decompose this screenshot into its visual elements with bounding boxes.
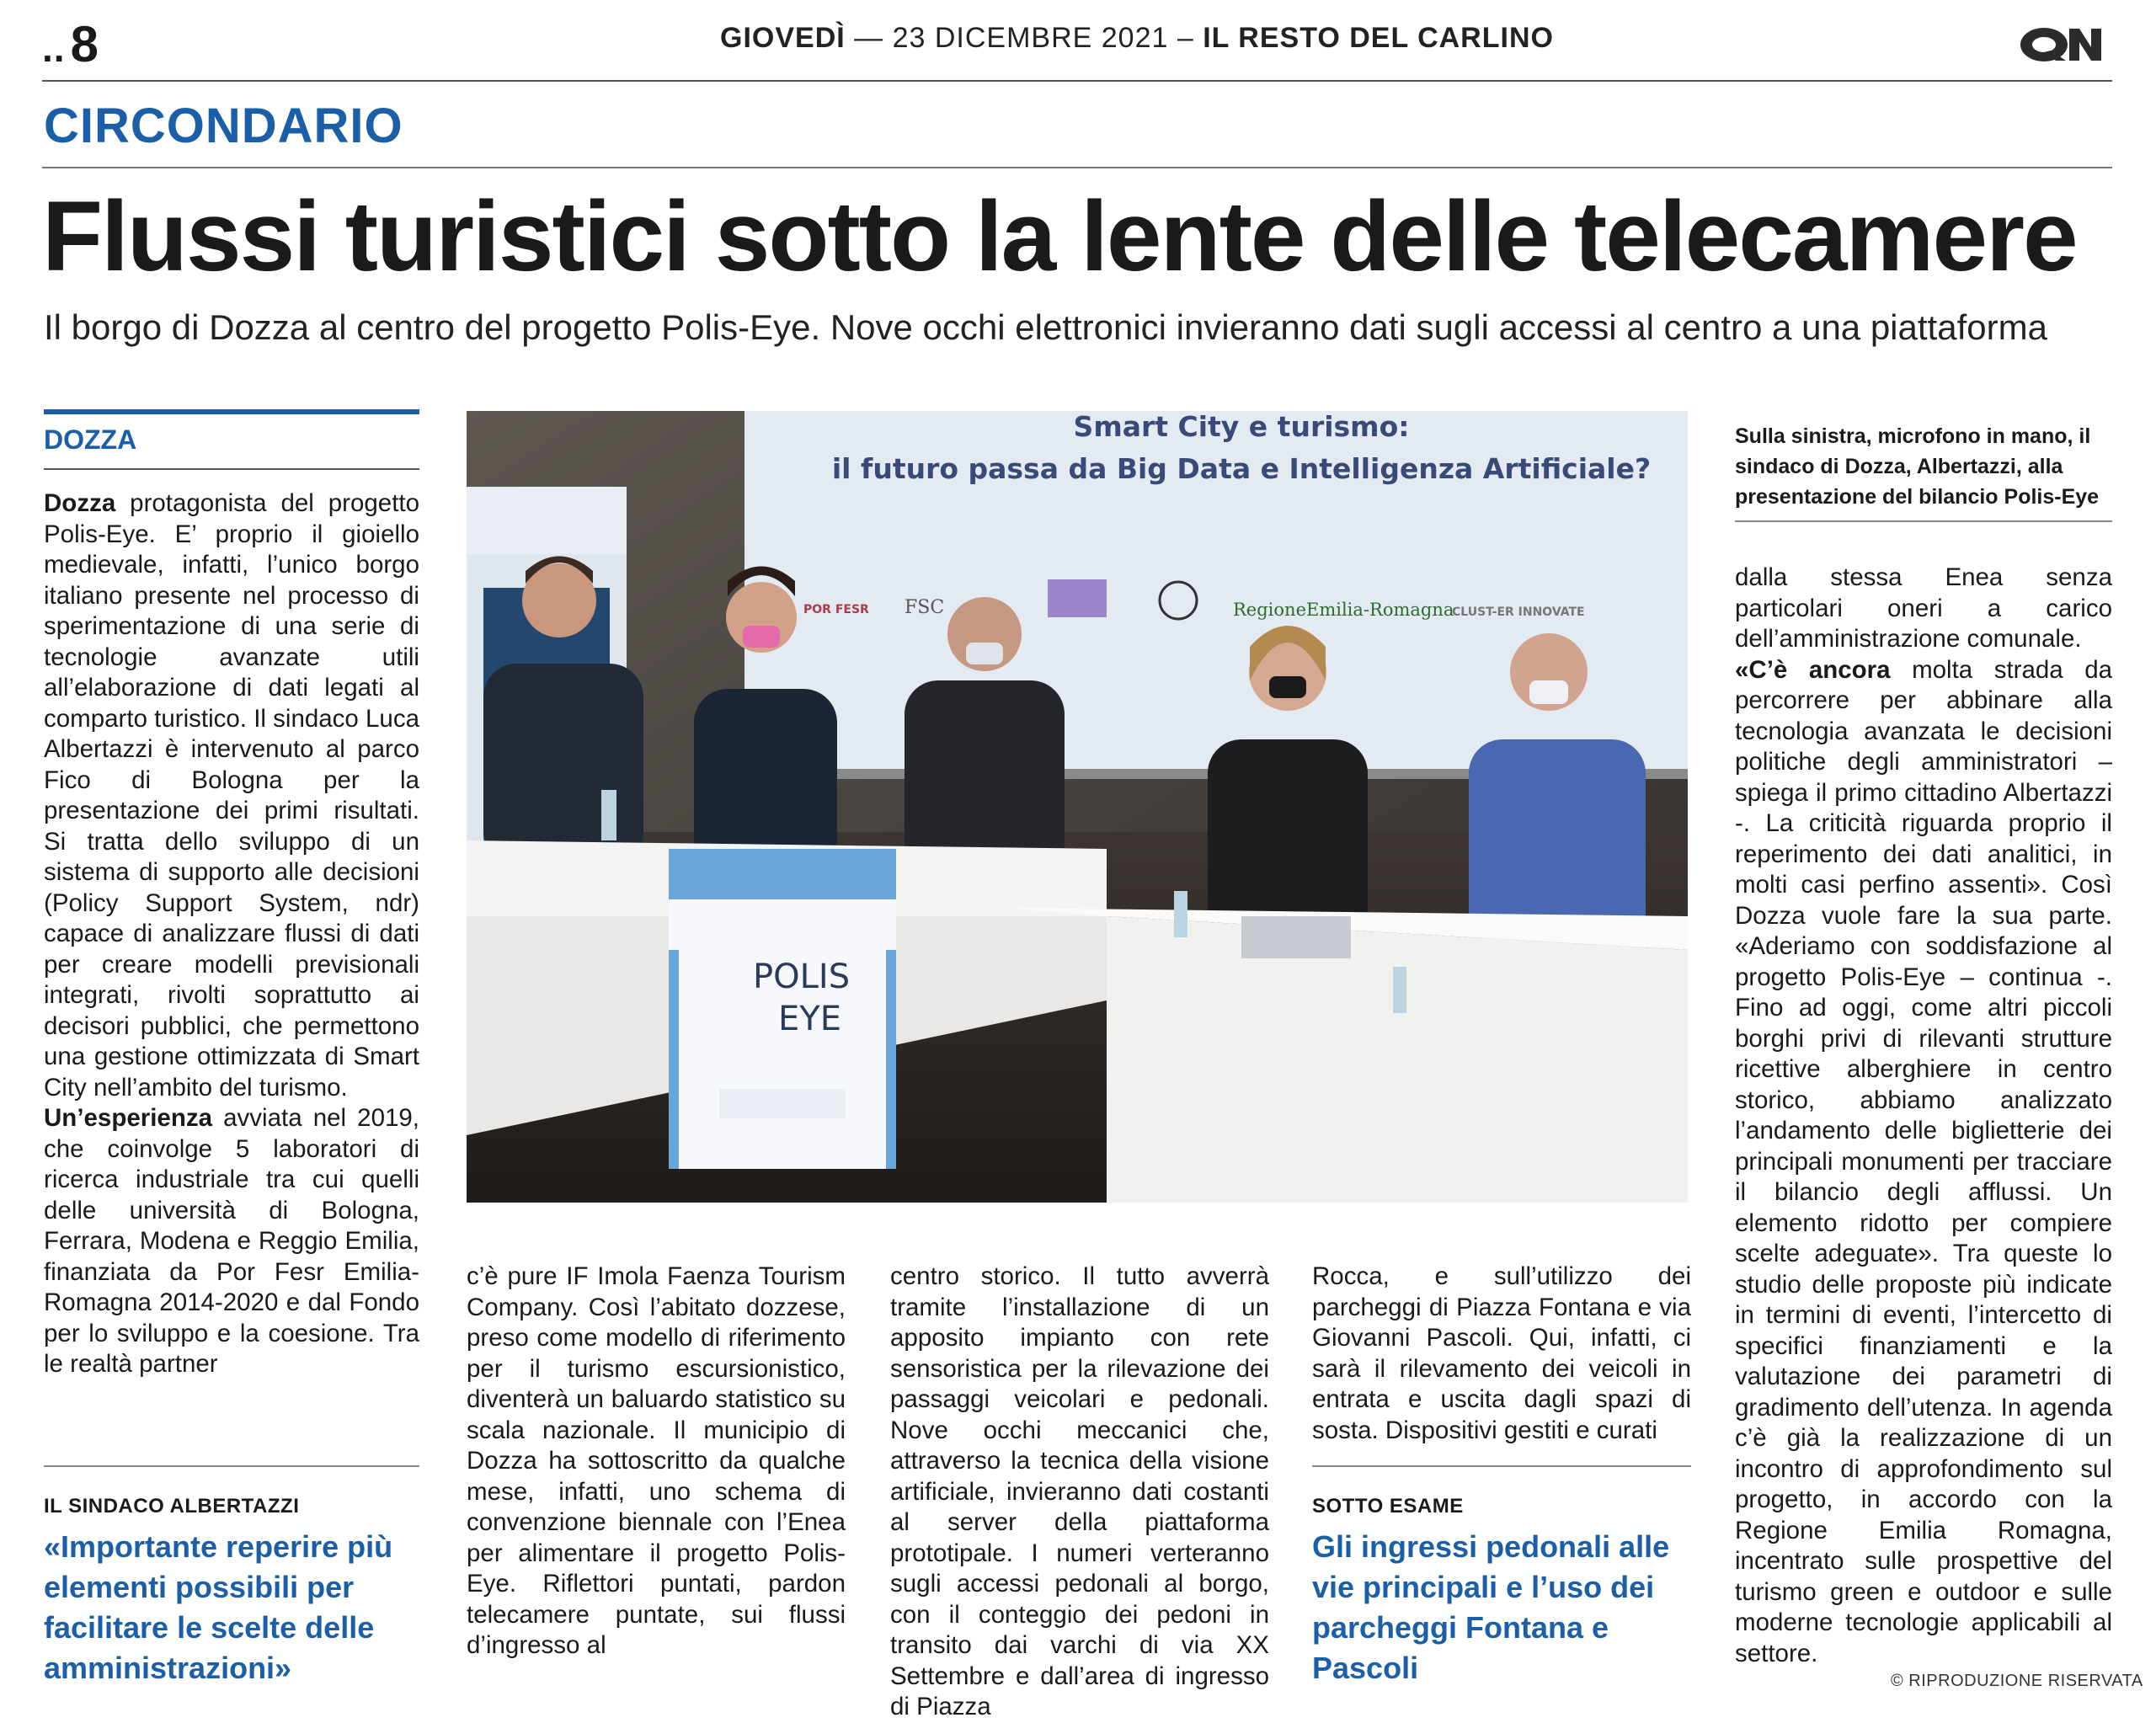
screen-title-1: Smart City e turismo: — [1073, 411, 1410, 443]
sidebar2-rule — [1312, 1465, 1691, 1467]
banner-polis: POLIS — [753, 958, 851, 996]
dateline-date: — 23 DICEMBRE 2021 – — [854, 22, 1194, 54]
article-column-2: c’è pure IF Imola Faenza Tourism Company. Così l’abitato dozzese, preso come modello di riferimento per il turismo escursionistico, diventerà un baluardo statistico su scala nazionale. Il municipio di Dozza ha sottoscritto da qualche mese, infatti, uno schema di convenzione biennale con l’Enea per alimentare il progetto Polis-Eye. Riflettori puntati, pardon telecamere puntate, sui flussi d’ingresso al — [467, 1262, 846, 1659]
sidebar2-label: SOTTO ESAME — [1312, 1495, 1464, 1518]
sidebar1-quote: «Importante reperire più elementi possibili per facilitare le scelte delle amministrazioni» — [44, 1529, 393, 1685]
section-rule — [42, 167, 2112, 168]
kicker-rule — [44, 468, 419, 470]
dateline — [720, 22, 1554, 55]
sidebar2-quote: Gli ingressi pedonali alle vie principali e l’uso dei parcheggi Fontana e Pascoli — [1312, 1529, 1670, 1685]
screen-logo-region: RegioneEmilia-Romagna — [1233, 600, 1454, 620]
dateline-day: GIOVEDÌ — [720, 22, 846, 54]
kicker-bar — [44, 409, 419, 414]
qn-logo — [2017, 24, 2108, 66]
photo-caption: Sulla sinistra, microfono in mano, il sindaco di Dozza, Albertazzi, alla presentazione del bilancio Polis-Eye — [1735, 424, 2100, 509]
sidebar1-label: IL SINDACO ALBERTAZZI — [44, 1495, 300, 1518]
subheadline: Il borgo di Dozza al centro del progetto Polis-Eye. Nove occhi elettronici invieranno dati sugli accessi al centro a una piattaforma — [44, 307, 2047, 347]
article-kicker: DOZZA — [44, 424, 137, 455]
section-title: CIRCONDARIO — [44, 99, 403, 153]
article-column-5: dalla stessa Enea senza particolari oneri a carico dell’amministrazione comunale. «C’è ancora molta strada da percorrere per abbinare alla tecnologia avanzata le decisioni politiche degli amministratori – spiega il primo cittadino Albertazzi -. La criticità riguarda proprio il reperimento dei dati analitici, in molti casi perfino assenti». Così Dozza vuole fare la sua parte. «Aderiamo con soddisfazione al progetto Polis-Eye – continua -. Fino ad oggi, come altri piccoli borghi privi di rilevanti strutture ricettive alberghiere in centro storico, abbiamo analizzato l’andamento delle biglietterie dei principali monumenti per tracciare il bilancio degli afflussi. Un elemento ridotto per compiere scelte adeguate». Tra queste lo studio delle proposte più indicate in termini di eventi, l’intercetto di specifici finanziamenti e la valutazione dei parametri di gradimento dell’utenza. In agenda c’è già la realizzazione di un incontro di approfondimento sul progetto, in accordo con la Regione Emilia Romagna, incentrato sulle prospettive del turismo green e outdoor e sulle moderne tecnologie applicabili al settore. — [1735, 563, 2113, 1667]
page-number: .. 8 — [42, 16, 99, 72]
dateline-newspaper: IL RESTO DEL CARLINO — [1203, 22, 1554, 54]
copyright-notice: © RIPRODUZIONE RISERVATA — [1891, 1672, 2143, 1690]
article-column-3: centro storico. Il tutto avverrà tramite l’installazione di un apposito impianto con rete sensoristica per la rilevazione dei passaggi veicolari e pedonali. Nove occhi meccanici che, attraverso la tecnica della visione artificiale, invieranno dati costanti al server della piattaforma prototipale. I numeri verteranno sugli accessi pedonali al borgo, con il conteggio dei pedoni in transito dai varchi di via XX Settembre e dall’area di ingresso di Piazza — [890, 1262, 1269, 1720]
screen-logo-por: POR FESR — [803, 603, 869, 616]
screen-title-2: il futuro passa da Big Data e Intelligenza Artificiale? — [831, 452, 1652, 485]
sidebar1-rule — [44, 1465, 419, 1467]
headline: Flussi turistici sotto la lente delle telecamere — [42, 181, 2077, 292]
paragraph-2: Un’esperienza avviata nel 2019, che coinvolge 5 laboratori di ricerca industriale tra cui quelli delle università di Bologna, Ferrara, Modena e Reggio Emilia, finanziata da Por Fesr Emilia-Romagna 2014-2020 e dal Fondo per lo sviluppo e la coesione. Tra le realtà partner — [44, 1104, 419, 1378]
article-column-1 — [44, 488, 419, 1380]
article-column-4: Rocca, e sull’utilizzo dei parcheggi di Piazza Fontana e via Giovanni Pascoli. Qui, infatti, ci sarà il rilevamento dei veicoli in entrata e uscita dagli spazi di sosta. Dispositivi gestiti e curati — [1312, 1262, 1691, 1444]
caption-rule — [1735, 520, 2112, 522]
screen-logo-fsc: FSC — [905, 597, 945, 618]
screen-logo-clust: CLUST-ER INNOVATE — [1452, 605, 1585, 619]
header-rule — [42, 80, 2112, 82]
conference-photo — [467, 411, 1688, 1203]
banner-eye: EYE — [778, 1000, 841, 1038]
polis-eye-banner — [669, 849, 896, 1169]
paragraph-1: Dozza protagonista del progetto Polis-Eye. E’ proprio il gioiello medievale, infatti, l’unico borgo italiano presente nel processo di sperimentazione di una serie di tecnologie avanzate utili all’elaborazione di dati legati al comparto turistico. Il sindaco Luca Albertazzi è intervenuto al parco Fico di Bologna per la presentazione dei primi risultati. Si tratta dello sviluppo di un sistema di supporto alle decisioni (Policy Support System, ndr) capace di analizzare flussi di dati per creare modelli previsionali integrati, rivolti soprattutto ai decisori pubblici, che permettono una gestione ottimizzata di Smart City nell’ambito del turismo. — [44, 489, 419, 1102]
